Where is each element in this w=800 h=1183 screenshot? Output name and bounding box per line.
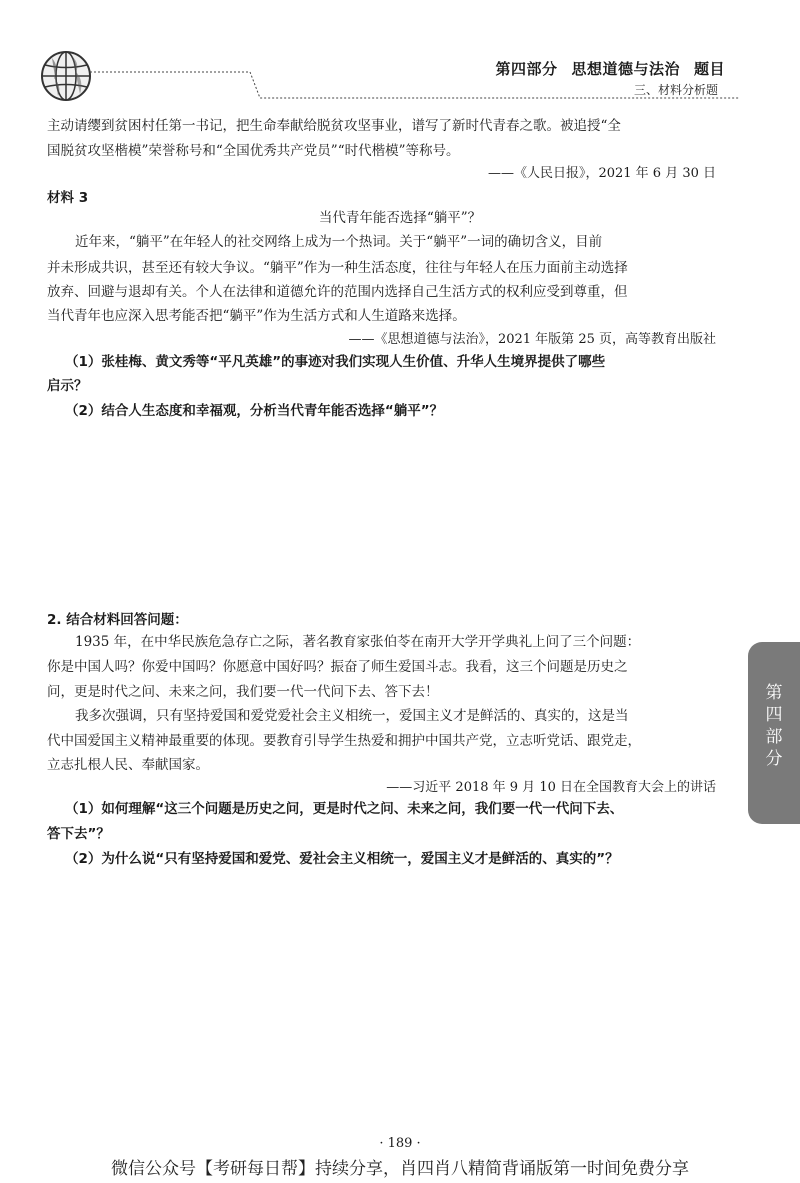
q1-sub2: （2）结合人生态度和幸福观，分析当代青年能否选择“躺平”？ xyxy=(65,403,444,419)
q2-line: 我多次强调，只有坚持爱国和爱党爱社会主义相统一，爱国主义才是鲜活的、真实的，这是当 xyxy=(75,708,629,724)
header-section: 题目 xyxy=(693,60,725,78)
q2-line: 代中国爱国主义精神最重要的体现。要教育引导学生热爱和拥护中国共产党，立志听党话、跟党走， xyxy=(47,733,641,749)
section-side-tab xyxy=(748,642,800,824)
q2-line: 你是中国人吗？你爱中国吗？你愿意中国好吗？振奋了师生爱国斗志。我看，这三个问题是历史之 xyxy=(47,659,628,675)
material3-label: 材料 3 xyxy=(47,190,89,206)
top-text-line: 主动请缨到贫困村任第一书记，把生命奉献给脱贫攻坚事业，谱写了新时代青春之歌。被追授“全 xyxy=(47,118,621,134)
footer-notice: 微信公众号【考研每日帮】持续分享，肖四肖八精简背诵版第一时间免费分享 xyxy=(111,1159,689,1179)
material3-line: 并未形成共识，甚至还有较大争议。“躺平”作为一种生活态度，往往与年轻人在压力面前主动选择 xyxy=(47,260,628,276)
material3-title: 当代青年能否选择“躺平”？ xyxy=(318,210,482,226)
q2-line: 立志扎根人民、奉献国家。 xyxy=(47,757,209,773)
material3-line: 近年来，“躺平”在年轻人的社交网络上成为一个热词。关于“躺平”一词的确切含义，目前 xyxy=(75,234,603,250)
material3-line: 放弃、回避与退却有关。个人在法律和道德允许的范围内选择自己生活方式的权利应受到尊重，但 xyxy=(47,284,628,300)
header-part: 第四部分 xyxy=(495,60,558,78)
q2-line: 问，更是时代之问、未来之问，我们要一代一代问下去、答下去！ xyxy=(47,684,439,700)
q1-sub1: （1）张桂梅、黄文秀等“平凡英雄”的事迹对我们实现人生价值、升华人生境界提供了哪些 xyxy=(65,354,606,370)
header-subject: 思想道德与法治 xyxy=(571,60,680,78)
material3-source: ——《思想道德与法治》，2021 年版第 25 页，高等教育出版社 xyxy=(348,332,716,347)
side-tab-label: 第四部分 xyxy=(765,683,783,769)
material3-line: 当代青年也应深入思考能否把“躺平”作为生活方式和人生道路来选择。 xyxy=(47,308,466,324)
header-title xyxy=(495,58,725,79)
header-subtitle: 三、材料分析题 xyxy=(633,83,718,97)
q2-source: ——习近平 2018 年 9 月 10 日在全国教育大会上的讲话 xyxy=(386,780,716,795)
q2-sub1: （1）如何理解“这三个问题是历史之问，更是时代之问、未来之问，我们要一代一代问下去、 xyxy=(65,801,624,817)
q2-sub2: （2）为什么说“只有坚持爱国和爱党、爱社会主义相统一，爱国主义才是鲜活的、真实的”？ xyxy=(65,851,619,867)
page-number: · 189 · xyxy=(379,1136,421,1151)
q2-sub1-cont: 答下去”？ xyxy=(47,826,110,842)
top-text-line: 国脱贫攻坚楷模”荣誉称号和“全国优秀共产党员”“时代楷模”等称号。 xyxy=(47,143,460,159)
top-text-source: ——《人民日报》，2021 年 6 月 30 日 xyxy=(487,166,716,181)
q2-line: 1935 年，在中华民族危急存亡之际，著名教育家张伯苓在南开大学开学典礼上问了三个问题： xyxy=(75,634,641,650)
q2-heading: 2. 结合材料回答问题： xyxy=(47,612,188,628)
q1-sub1-cont: 启示？ xyxy=(47,378,88,394)
